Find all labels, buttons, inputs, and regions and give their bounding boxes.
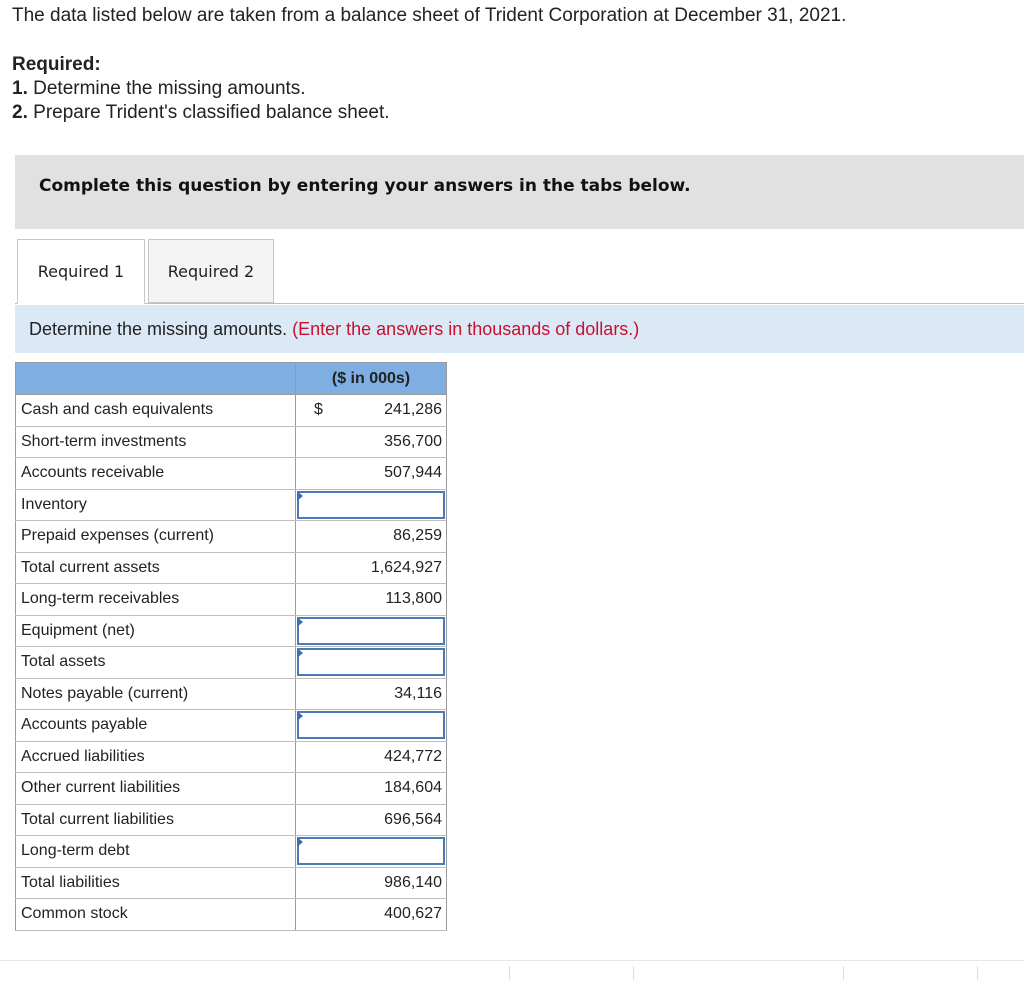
row-amount [296, 615, 447, 647]
amount-input[interactable] [297, 837, 445, 865]
requirement-1 [12, 77, 306, 101]
row-amount [296, 804, 447, 836]
instruction-note: (Enter the answers in thousands of dollars.) [292, 319, 640, 339]
tab-divider [15, 303, 1024, 304]
table-header-row [16, 363, 447, 395]
row-amount [296, 710, 447, 742]
table-row [16, 678, 447, 710]
amount-column-header: ($ in 000s) [296, 363, 447, 395]
table-row [16, 584, 447, 616]
amount-value: 696,564 [384, 810, 442, 828]
bottom-divider [509, 966, 510, 980]
row-label: Inventory [16, 489, 296, 521]
row-amount [296, 489, 447, 521]
row-label: Long-term receivables [16, 584, 296, 616]
requirement-2 [12, 101, 390, 125]
amount-cell [296, 559, 446, 577]
row-amount [296, 741, 447, 773]
row-label: Short-term investments [16, 426, 296, 458]
row-label: Total current assets [16, 552, 296, 584]
row-label: Total current liabilities [16, 804, 296, 836]
table-row [16, 804, 447, 836]
amount-value: 424,772 [384, 747, 442, 765]
row-amount [296, 552, 447, 584]
table-row [16, 773, 447, 805]
amount-value: 184,604 [384, 779, 442, 797]
amount-cell [296, 685, 446, 703]
instruction-bar [15, 305, 1024, 353]
row-amount [296, 899, 447, 931]
table-row [16, 395, 447, 427]
row-label: Total assets [16, 647, 296, 679]
table-row [16, 867, 447, 899]
label-column-header [16, 363, 296, 395]
amount-cell [296, 874, 446, 892]
table-row [16, 552, 447, 584]
table-row [16, 426, 447, 458]
row-amount [296, 426, 447, 458]
amount-value: 507,944 [384, 464, 442, 482]
row-label: Accounts payable [16, 710, 296, 742]
bottom-divider [843, 966, 844, 980]
amount-value: 113,800 [385, 590, 442, 608]
table-row [16, 615, 447, 647]
amount-cell [296, 433, 446, 451]
row-label: Cash and cash equivalents [16, 395, 296, 427]
amount-cell [296, 811, 446, 829]
bottom-strip [0, 960, 1024, 983]
row-amount [296, 773, 447, 805]
row-label: Notes payable (current) [16, 678, 296, 710]
table-row [16, 836, 447, 868]
requirement-2-number: 2. [12, 102, 28, 123]
row-label: Other current liabilities [16, 773, 296, 805]
row-amount [296, 395, 447, 427]
row-label: Equipment (net) [16, 615, 296, 647]
row-amount [296, 836, 447, 868]
table-row [16, 521, 447, 553]
tab-required-2[interactable]: Required 2 [148, 239, 274, 303]
requirement-1-number: 1. [12, 78, 28, 99]
instruction-text: Determine the missing amounts. [29, 319, 288, 339]
required-heading: Required: [12, 54, 101, 75]
row-label: Common stock [16, 899, 296, 931]
amount-value: 400,627 [384, 905, 442, 923]
row-label: Total liabilities [16, 867, 296, 899]
table-row [16, 741, 447, 773]
amount-value: 241,286 [384, 401, 442, 419]
amount-input[interactable] [297, 648, 445, 676]
table-row [16, 458, 447, 490]
amount-input[interactable] [297, 491, 445, 519]
currency-symbol: $ [314, 401, 323, 419]
table-row [16, 710, 447, 742]
table-row [16, 899, 447, 931]
amount-cell [296, 527, 446, 545]
amount-value: 1,624,927 [370, 558, 442, 576]
amount-value: 86,259 [393, 527, 442, 545]
amount-input[interactable] [297, 711, 445, 739]
amount-cell [296, 748, 446, 766]
amount-value: 34,116 [394, 684, 442, 702]
balance-sheet-table [15, 362, 447, 931]
table-row [16, 647, 447, 679]
row-label: Prepaid expenses (current) [16, 521, 296, 553]
bottom-divider [977, 966, 978, 980]
row-amount [296, 678, 447, 710]
row-label: Accrued liabilities [16, 741, 296, 773]
banner-text: Complete this question by entering your answers in the tabs below. [39, 176, 691, 196]
requirement-2-text: Prepare Trident's classified balance sheet. [33, 102, 390, 123]
intro-text: The data listed below are taken from a balance sheet of Trident Corporation at December 31, 2021. [12, 5, 847, 26]
bottom-divider [633, 966, 634, 980]
row-amount [296, 584, 447, 616]
amount-value: 986,140 [384, 873, 442, 891]
amount-value: 356,700 [384, 432, 442, 450]
row-amount [296, 458, 447, 490]
amount-cell [296, 779, 446, 797]
requirement-1-text: Determine the missing amounts. [33, 78, 306, 99]
amount-cell [296, 401, 446, 419]
row-label: Long-term debt [16, 836, 296, 868]
tab-required-1[interactable]: Required 1 [17, 239, 145, 304]
row-amount [296, 647, 447, 679]
amount-cell [296, 590, 446, 608]
amount-input[interactable] [297, 617, 445, 645]
table-row [16, 489, 447, 521]
amount-cell [296, 464, 446, 482]
instructions-banner [15, 155, 1024, 229]
amount-cell [296, 905, 446, 923]
row-amount [296, 521, 447, 553]
row-label: Accounts receivable [16, 458, 296, 490]
row-amount [296, 867, 447, 899]
